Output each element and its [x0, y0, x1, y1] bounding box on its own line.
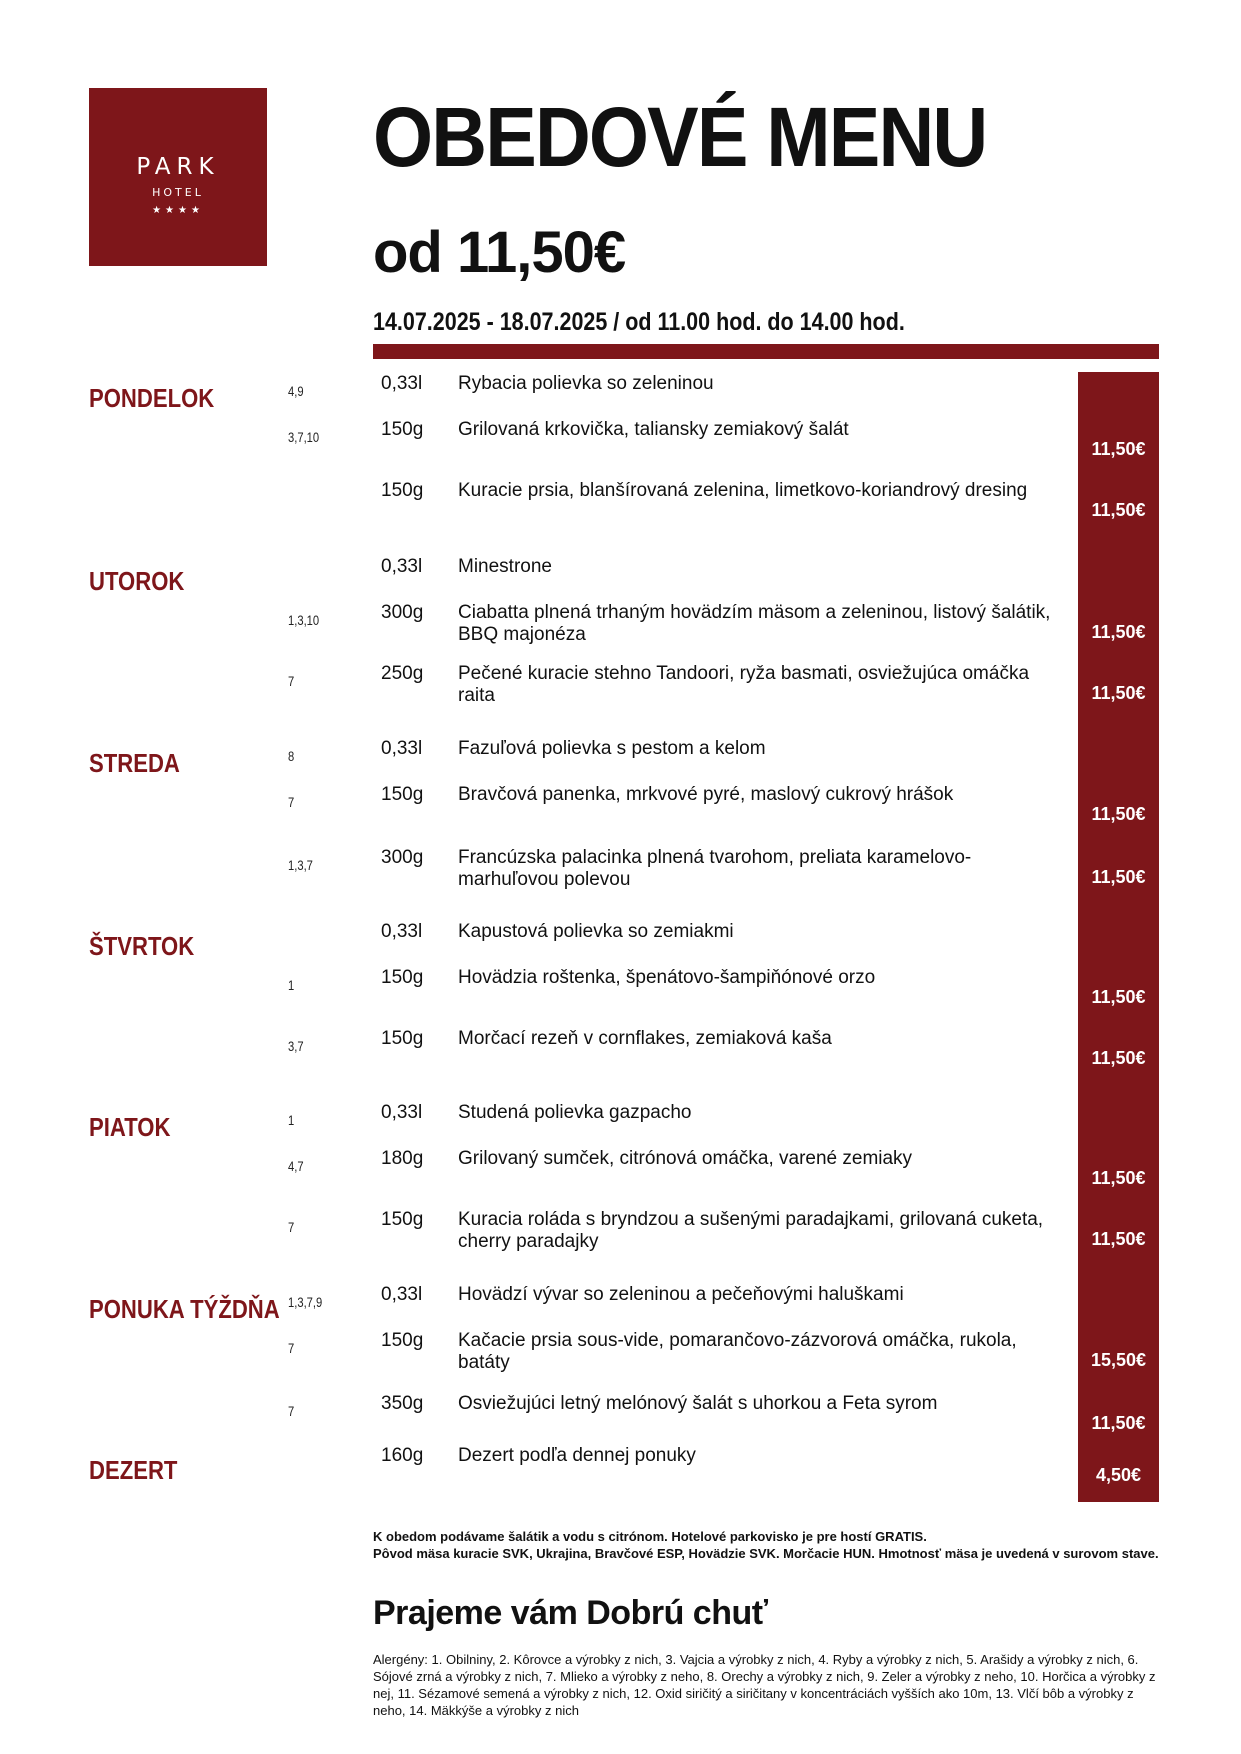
allergen-codes: 7: [288, 1403, 295, 1419]
allergen-codes: 7: [288, 673, 295, 689]
allergen-codes: 1,3,7: [288, 857, 313, 873]
item-description: Grilovaný sumček, citrónová omáčka, varené zemiaky: [458, 1148, 913, 1169]
item-description: Kapustová polievka so zemiakmi: [458, 921, 734, 942]
item-quantity: 150g: [381, 1209, 424, 1230]
item-quantity: 160g: [381, 1445, 424, 1466]
header-divider: [373, 344, 1159, 359]
allergen-codes: 1: [288, 1112, 295, 1128]
allergen-codes: 4,7: [288, 1158, 304, 1174]
item-quantity: 150g: [381, 480, 424, 501]
item-quantity: 300g: [381, 602, 424, 623]
item-quantity: 0,33l: [381, 556, 423, 577]
item-description: Ciabatta plnená trhaným hovädzím mäsom a zeleninou, listový šalátik, BBQ majonéza: [458, 602, 1051, 645]
item-price: 11,50€: [1091, 987, 1146, 1007]
item-description: Kuracia roláda s bryndzou a sušenými paradajkami, grilovaná cuketa, cherry paradajky: [458, 1209, 1044, 1252]
price-column-background: [1078, 372, 1159, 1502]
park-hotel-logo: [89, 88, 267, 266]
allergen-codes: 1: [288, 977, 295, 993]
notes-line-1: K obedom podávame šalátik a vodu s citrónom. Hotelové parkovisko je pre hostí GRATIS.: [373, 1529, 927, 1544]
day-label: PONDELOK: [89, 383, 215, 413]
allergen-codes: 7: [288, 1340, 295, 1356]
day-label: DEZERT: [89, 1455, 178, 1485]
item-price: 11,50€: [1091, 683, 1146, 703]
item-price: 15,50€: [1090, 1350, 1147, 1370]
item-description: Minestrone: [458, 556, 552, 577]
item-quantity: 350g: [381, 1393, 424, 1414]
item-description: Morčací rezeň v cornflakes, zemiaková kaša: [458, 1028, 832, 1049]
item-price: 11,50€: [1091, 439, 1146, 459]
item-quantity: 150g: [381, 419, 424, 440]
item-quantity: 300g: [381, 847, 424, 868]
item-price: 11,50€: [1091, 500, 1146, 520]
notes: [373, 1528, 1163, 1562]
page-title: OBEDOVÉ MENU: [373, 90, 987, 184]
logo-sub: HOTEL: [152, 186, 204, 199]
item-description: Hovädzia roštenka, špenátovo-šampiňónové orzo: [458, 967, 876, 988]
item-price: 11,50€: [1091, 867, 1146, 887]
item-quantity: 150g: [381, 1330, 424, 1351]
item-description: Osviežujúci letný melónový šalát s uhorkou a Feta syrom: [458, 1393, 938, 1414]
logo-stars: ★★★★: [152, 205, 204, 216]
item-description: Bravčová panenka, mrkvové pyré, maslový cukrový hrášok: [458, 784, 954, 805]
day-label: ŠTVRTOK: [89, 931, 195, 961]
day-label: PIATOK: [89, 1112, 171, 1142]
item-price: 11,50€: [1091, 622, 1146, 642]
item-quantity: 0,33l: [381, 1284, 423, 1305]
day-label: PONUKA TÝŽDŇA: [89, 1294, 280, 1324]
item-description: Francúzska palacinka plnená tvarohom, preliata karamelovo-marhuľovou polevou: [458, 847, 972, 890]
notes-line-2: Pôvod mäsa kuracie SVK, Ukrajina, Bravčové ESP, Hovädzie SVK. Morčacie HUN. Hmotnosť mäsa je uvedená v surovom stave.: [373, 1546, 1159, 1561]
item-quantity: 250g: [381, 663, 424, 684]
item-price: 11,50€: [1091, 804, 1146, 824]
item-description: Studená polievka gazpacho: [458, 1102, 692, 1123]
allergen-codes: 3,7: [288, 1038, 304, 1054]
logo-name: PARK: [136, 154, 220, 180]
item-quantity: 0,33l: [381, 738, 423, 759]
item-price: 4,50€: [1095, 1465, 1142, 1485]
item-quantity: 150g: [381, 967, 424, 988]
allergen-codes: 7: [288, 1219, 295, 1235]
menu-dates: 14.07.2025 - 18.07.2025 / od 11.00 hod. do 14.00 hod.: [373, 308, 905, 336]
item-quantity: 0,33l: [381, 1102, 423, 1123]
day-label: UTOROK: [89, 566, 185, 596]
allergen-codes: 4,9: [288, 383, 304, 399]
item-price: 11,50€: [1091, 1168, 1146, 1188]
allergen-codes: 1,3,7,9: [288, 1294, 323, 1310]
day-label: STREDA: [89, 748, 180, 778]
wish-text: Prajeme vám Dobrú chuť: [373, 1594, 768, 1632]
item-price: 11,50€: [1091, 1229, 1146, 1249]
price-from: od 11,50€: [373, 220, 626, 285]
item-description: Pečené kuracie stehno Tandoori, ryža basmati, osviežujúca omáčka raita: [458, 663, 1030, 706]
allergen-codes: 3,7,10: [288, 429, 320, 445]
item-price: 11,50€: [1091, 1048, 1146, 1068]
item-description: Grilovaná krkovička, taliansky zemiakový šalát: [458, 419, 849, 440]
allergen-codes: 1,3,10: [288, 612, 320, 628]
allergen-codes: 8: [288, 748, 295, 764]
item-description: Kačacie prsia sous-vide, pomarančovo-zázvorová omáčka, rukola, batáty: [458, 1330, 1017, 1373]
item-quantity: 150g: [381, 1028, 424, 1049]
item-description: Dezert podľa dennej ponuky: [458, 1445, 696, 1466]
allergen-codes: 7: [288, 794, 295, 810]
item-description: Fazuľová polievka s pestom a kelom: [458, 738, 766, 759]
allergens-text: Alergény: 1. Obilniny, 2. Kôrovce a výrobky z nich, 3. Vajcia a výrobky z nich, 4. Ryby a výrobky z nich, 5. Arašidy a výrobky z nich, 6. Sójové zrná a výrobky z nich, 7. Mlieko a výrobky z neho, 8. Orechy a výrobky z nich, 9. Zeler a výrobky z neho, 10. Horčica a výrobky z nej, 11. Sézamové semená a výrobky z nich, 12. Oxid siričitý a siričitany v koncentráciách vyšších ako 10m, 13. Vlčí bôb a výrobky z neho, 14. Mäkkýše a výrobky z nich: [373, 1652, 1156, 1718]
item-description: Hovädzí vývar so zeleninou a pečeňovými haluškami: [458, 1284, 904, 1305]
item-description: Rybacia polievka so zeleninou: [458, 373, 714, 394]
item-description: Kuracie prsia, blanšírovaná zelenina, limetkovo-koriandrový dresing: [458, 480, 1028, 501]
item-price: 11,50€: [1091, 1413, 1146, 1433]
item-quantity: 180g: [381, 1148, 424, 1169]
item-quantity: 150g: [381, 784, 424, 805]
item-quantity: 0,33l: [381, 373, 423, 394]
item-quantity: 0,33l: [381, 921, 423, 942]
